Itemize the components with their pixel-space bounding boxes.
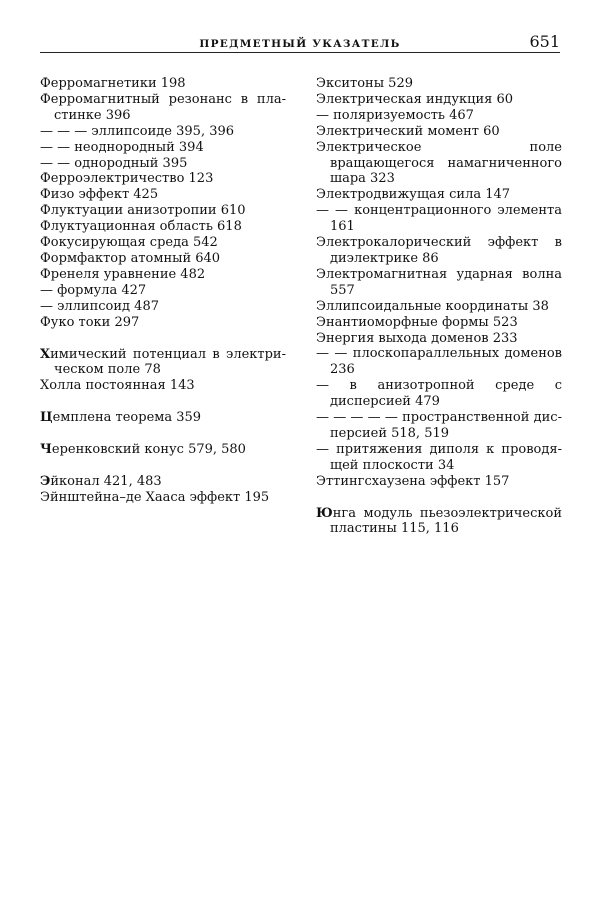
index-entry [316,124,562,140]
index-entry [40,140,286,156]
section-initial-letter: Ю [316,505,333,521]
section-gap [40,458,286,474]
index-entry-text: — эллипсоид 487 [40,298,159,314]
section-initial-letter: Х [40,346,51,362]
index-entry [40,410,286,426]
index-entry-text: Френеля уравнение 482 [40,266,206,282]
index-entry-text: имический потенциал в электрическом поле 78 [50,346,286,378]
index-entry [316,92,562,108]
index-entry-text: — — концентрационного элемента 161 [316,203,562,235]
index-entry [40,187,286,203]
index-entry [316,346,562,378]
index-entry [316,331,562,347]
index-entry [40,251,286,267]
index-entry-text: Электрическая индукция 60 [316,91,513,107]
index-entry-text: Эттингсхаузена эффект 157 [316,473,510,489]
index-entry [316,235,562,267]
index-entry-text: Физо эффект 425 [40,187,159,203]
index-entry-text: — — однородный 395 [40,155,188,171]
index-entry [40,299,286,315]
running-title: ПРЕДМЕТНЫЙ УКАЗАТЕЛЬ [199,38,401,50]
index-entry-text: Ферромагнитный резонанс в пластинке 396 [40,91,286,123]
index-entry [316,410,562,442]
section-gap [40,394,286,410]
index-entry [316,442,562,474]
index-entry-text: Электромагнитная ударная волна 557 [316,266,562,298]
index-entry-text: Флуктуационная область 618 [40,219,242,235]
index-entry-text: Ферромагнетики 198 [40,76,186,91]
index-entry-text: — — — эллипсоиде 395, 396 [40,123,235,139]
index-entry-text: — в анизотропной среде с дисперсией 479 [316,378,562,410]
index-entry-text: нга модуль пьезоэлектрической пластины 115, 116 [330,505,562,537]
index-entry-text: Фуко токи 297 [40,314,140,330]
index-entry [316,76,562,92]
section-initial-letter: Ц [40,410,53,426]
index-entry [316,506,562,538]
index-entry [40,219,286,235]
index-entry [40,92,286,124]
index-entry [40,283,286,299]
index-entry [316,267,562,299]
index-entry-text: еренковский конус 579, 580 [51,442,246,458]
index-entry-text: Эйнштейна–де Хааса эффект 195 [40,489,270,505]
index-entry-text: Флуктуации анизотропии 610 [40,203,246,219]
index-entry [40,267,286,283]
header-rule [40,52,560,53]
index-entry-text: — поляризуемость 467 [316,107,474,123]
index-entry [316,474,562,490]
index-entry [40,235,286,251]
index-entry-text: емплена теорема 359 [52,410,202,426]
index-entry-text: Формфактор атомный 640 [40,250,221,266]
index-entry [40,156,286,172]
index-entry-text: Энергия выхода доменов 233 [316,330,518,346]
index-entry-text: — — плоскопараллельных доменов 236 [316,346,562,378]
index-entry-text: Ферроэлектричество 123 [40,171,214,187]
index-entry [40,474,286,490]
section-gap [40,331,286,347]
index-entry-text: Электродвижущая сила 147 [316,187,511,203]
index-entry [40,171,286,187]
index-entry [316,108,562,124]
index-entry [40,490,286,506]
index-entry-text: Энантиоморфные формы 523 [316,314,518,330]
index-entry [316,203,562,235]
index-entry [40,124,286,140]
index-entry [316,378,562,410]
index-entry-text: — — неоднородный 394 [40,139,204,155]
index-entry [40,203,286,219]
index-entry-text: — притяжения диполя к проводящей плоскости 34 [316,441,562,473]
index-entry [316,187,562,203]
section-gap [40,426,286,442]
page-number: 651 [529,32,560,51]
section-initial-letter: Э [40,474,51,490]
index-column-right [316,76,562,537]
index-entry-text: Фокусирующая среда 542 [40,235,218,251]
running-header [40,32,560,54]
index-entry-text: Холла постоянная 143 [40,378,195,394]
index-entry [40,76,286,92]
index-entry [316,140,562,188]
index-entry [40,442,286,458]
index-entry [316,315,562,331]
index-entry-text: — — — — — пространственной дисперсией 518, 519 [316,410,562,441]
section-gap [316,490,562,506]
index-entry-text: Электрическое поле вращающегося намагниченного шара 323 [316,139,562,187]
index-entry-text: — формула 427 [40,282,147,298]
index-entry [40,378,286,394]
index-entry-text: Электрический момент 60 [316,123,500,139]
index-column-left [40,76,286,506]
index-entry-text: Эллипсоидальные координаты 38 [316,298,549,314]
index-entry-text: Экситоны 529 [316,76,413,91]
index-entry-text: йконал 421, 483 [50,474,162,490]
section-initial-letter: Ч [40,442,52,458]
index-entry-text: Электрокалорический эффект в диэлектрике 86 [316,235,562,266]
index-entry [40,347,286,379]
index-entry [316,299,562,315]
index-entry [40,315,286,331]
